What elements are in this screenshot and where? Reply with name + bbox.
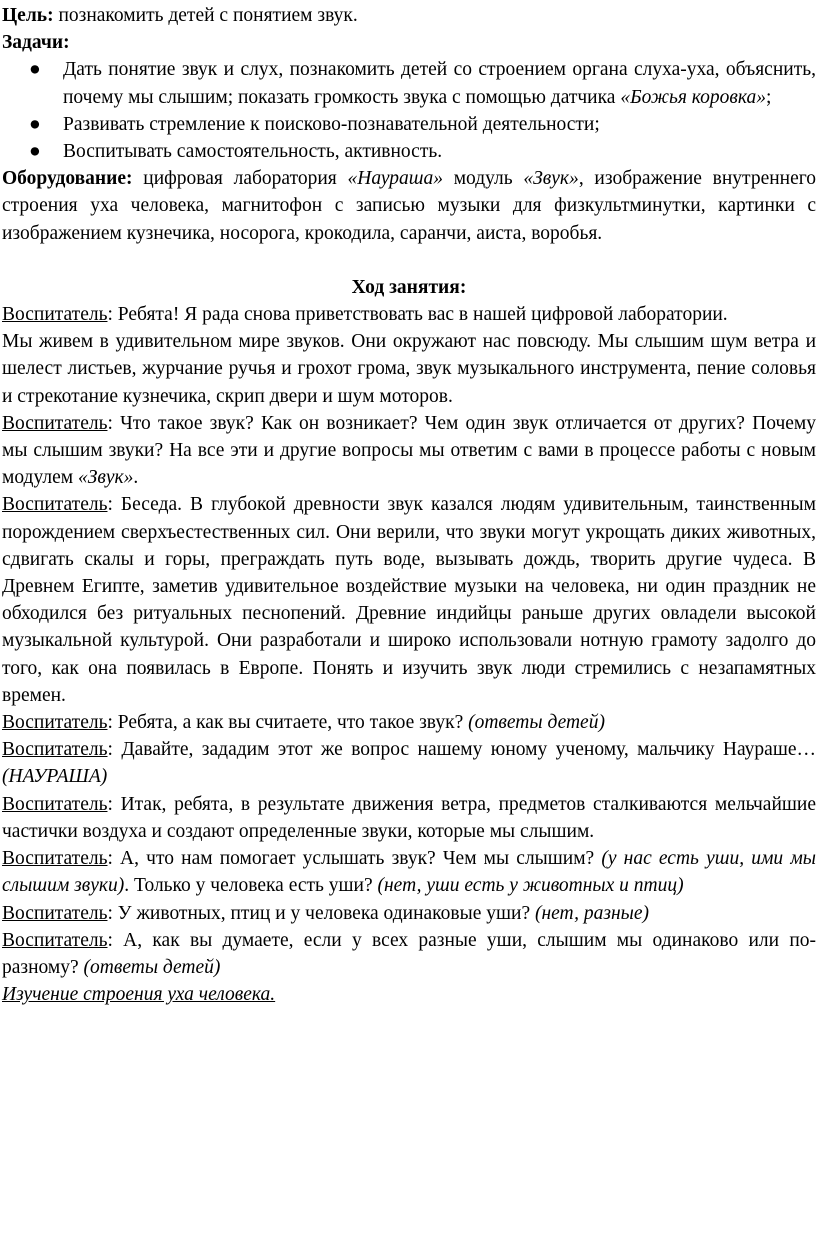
paragraph	[2, 410, 816, 492]
bullet-icon: ●	[29, 113, 41, 135]
equipment-text: цифровая лаборатория	[132, 168, 348, 190]
paragraph-italic: (у нас есть уши, ими мы слышим звуки)	[2, 848, 816, 897]
lesson-heading	[2, 274, 816, 301]
bullet-icon: ●	[29, 59, 41, 81]
paragraph-text: .	[133, 467, 139, 489]
tasks-list	[2, 56, 816, 165]
lesson-heading-text: Ход занятия:	[351, 276, 467, 298]
equipment-text: , изображение внутреннего строения уха человека, магнитофон с записью музыки для физкультминутки, картинки с изображением кузнечика, носорога, крокодила, саранчи, аиста, воробья.	[2, 168, 816, 244]
task-tail: ;	[766, 86, 772, 108]
section-subheading	[2, 981, 816, 1008]
task-text: Дать понятие звук и слух, познакомить детей со строением органа слуха-уха, объяснить, почему мы слышим; показать громкость звука с помощью датчика	[63, 59, 816, 108]
speaker-label: Воспитатель	[2, 412, 108, 434]
speaker-label: Воспитатель	[2, 739, 108, 761]
paragraph-text: : Давайте, зададим этот же вопрос нашему юному ученому, мальчику Наураше…	[107, 739, 816, 761]
task-text: Развивать стремление к поисково-познавательной деятельности;	[63, 113, 600, 135]
paragraph	[2, 791, 816, 845]
paragraph-italic: (нет, разные)	[534, 902, 650, 924]
paragraph	[2, 328, 816, 410]
section-subheading-text: Изучение строения уха человека.	[2, 984, 276, 1006]
document-page	[0, 2, 816, 1245]
speaker-label: Воспитатель	[2, 494, 108, 516]
paragraph	[2, 736, 816, 790]
spacer	[2, 247, 816, 274]
goal-label: Цель:	[2, 5, 54, 26]
paragraph	[2, 709, 816, 736]
paragraph-text: . Только у человека есть уши?	[124, 875, 378, 897]
paragraph	[2, 301, 816, 328]
paragraph-text: : У животных, птиц и у человека одинаковые уши?	[107, 902, 535, 924]
speaker-label: Воспитатель	[2, 848, 108, 870]
equipment-italic: «Звук»	[523, 168, 579, 190]
task-text: Воспитывать самостоятельность, активность.	[63, 141, 443, 163]
paragraph-italic: (ответы детей)	[83, 956, 221, 978]
paragraph-italic: «Звук»	[77, 467, 134, 489]
goal-text: познакомить детей с понятием звук.	[53, 5, 358, 26]
goal-paragraph	[2, 2, 816, 29]
task-italic: «Божья коровка»	[620, 86, 767, 108]
equipment-paragraph	[2, 165, 816, 247]
speaker-label: Воспитатель	[2, 304, 108, 326]
tasks-label: Задачи:	[2, 32, 70, 54]
paragraph-italic: (ответы детей)	[468, 712, 605, 734]
paragraph-text: : Ребята, а как вы считаете, что такое звук?	[107, 712, 469, 734]
speaker-label: Воспитатель	[2, 929, 108, 951]
paragraph-italic: (НАУРАША)	[2, 766, 108, 788]
bullet-icon: ●	[29, 141, 41, 163]
tasks-heading	[2, 29, 816, 56]
paragraph-text: : Итак, ребята, в результате движения ветра, предметов сталкиваются мельчайшие частички воздуха и создают определенные звуки, которые мы слышим.	[2, 793, 816, 842]
paragraph-text: : Беседа. В глубокой древности звук казался людям удивительным, таинственным порождением сверхъестественных сил. Они верили, что звуки могут укрощать диких животных, сдвигать скалы и горы, преграждать путь воде, вызывать дождь, творить другие чудеса. В Древнем Египте, заметив удивительное воздействие музыки на человека, ни один праздник не обходился без ритуальных песнопений. Древние индийцы раньше других овладели высокой музыкальной культурой. Они разработали и широко использовали нотную грамоту задолго до того, как она появилась в Европе. Понять и изучить звук люди стремились с незапамятных времен.	[2, 494, 816, 706]
paragraph-text: : Ребята! Я рада снова приветствовать вас в нашей цифровой лаборатории.	[107, 304, 728, 326]
list-item	[2, 56, 816, 110]
speaker-label: Воспитатель	[2, 793, 108, 815]
list-item	[2, 138, 816, 165]
list-item	[2, 111, 816, 138]
paragraph-italic: (нет, уши есть у животных и птиц)	[377, 875, 684, 897]
speaker-label: Воспитатель	[2, 712, 108, 734]
paragraph	[2, 845, 816, 899]
equipment-text: модуль	[442, 168, 524, 190]
paragraph	[2, 927, 816, 981]
paragraph	[2, 900, 816, 927]
paragraph-text: : А, как вы думаете, если у всех разные уши, слышим мы одинаково или по-разному?	[2, 929, 816, 978]
paragraph-text: Мы живем в удивительном мире звуков. Они окружают нас повсюду. Мы слышим шум ветра и шелест листьев, журчание ручья и грохот грома, звук музыкального инструмента, пение соловья и стрекотание кузнечика, скрип двери и шум моторов.	[2, 331, 816, 407]
speaker-label: Воспитатель	[2, 902, 108, 924]
paragraph-text: : Что такое звук? Как он возникает? Чем один звук отличается от других? Почему мы слышим звуки? На все эти и другие вопросы мы ответим с вами в процессе работы с новым модулем	[2, 412, 816, 489]
equipment-label: Оборудование:	[2, 168, 133, 190]
equipment-italic: «Наураша»	[347, 168, 443, 190]
paragraph-text: : А, что нам помогает услышать звук? Чем мы слышим?	[107, 848, 602, 870]
paragraph	[2, 491, 816, 709]
